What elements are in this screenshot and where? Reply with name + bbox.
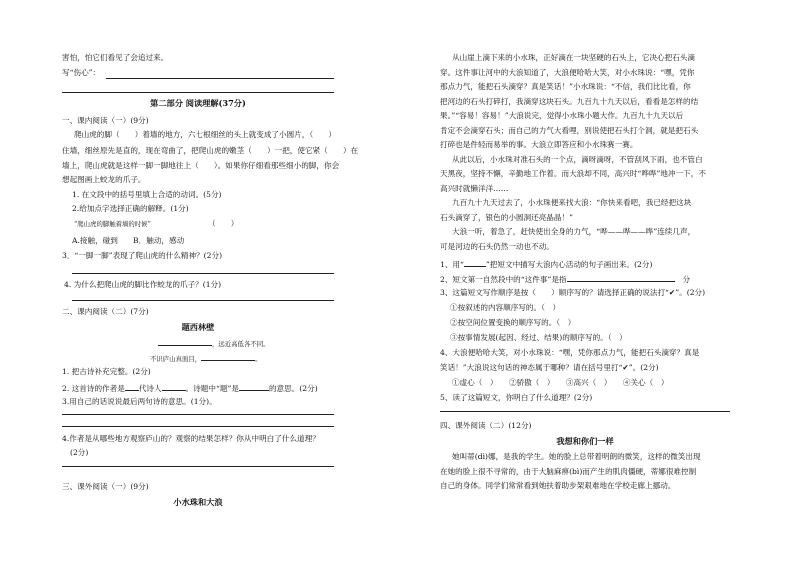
section3-title: 三、课外阅读（一）(9分): [62, 482, 149, 491]
poem-question-3: 3.用自己的话说说最后两句诗的意思。(1分)。: [62, 397, 217, 406]
blank[interactable]: [567, 273, 675, 282]
question-2-options: A.接触，碰到 B．触动，感动: [72, 236, 185, 245]
story-question-2: [440, 273, 690, 285]
answer-line[interactable]: [72, 300, 334, 301]
question-text: 代诗人: [138, 384, 162, 393]
story-line: 石头滴穿了，银色的小圆洞还亮晶晶！”: [440, 213, 573, 222]
poem-title: 题西林壁: [181, 322, 215, 332]
story-line: 把河边的石头打碎打，我滴穿这块石头。九百九十九天以后，看看是怎样的结: [440, 97, 699, 106]
section1-title: 一、课内阅读（一）(9分): [62, 116, 149, 125]
question-text: 1、用“: [440, 260, 464, 269]
question-text: 的意思。(2分): [268, 384, 318, 393]
story2-title: 我想和你们一样: [556, 436, 614, 446]
option-3[interactable]: ③按事情发展(起因、经过、结果)的顺序写的。（ ）: [450, 333, 627, 342]
answer-line[interactable]: [106, 78, 334, 79]
write-sad-label: 写“伤心”：: [62, 68, 101, 77]
option-2[interactable]: ②按空间位置变换的顺序写的。（ ）: [450, 318, 576, 327]
question-text: ”把短文中描写大浪内心活动的句子画出来。(2分): [485, 260, 653, 269]
blank[interactable]: [201, 352, 255, 361]
poem-question-2: [62, 382, 318, 394]
story-line: 天黑夜，坚持不懈，辛勤地工作着。而大浪却不同，高兴时“哗哗”地冲一下，不: [440, 169, 706, 178]
story-question-1: [440, 258, 652, 270]
question-text: 2. 这首诗的作者是: [62, 384, 125, 393]
story2-line: 在她的脸上很不寻常的，由于大脑麻痹(bì)而产生的肌肉僵硬，蒂娜很难控制: [440, 467, 697, 476]
question-1: 1. 在文段中的括号里填上合适的动词。(5分): [72, 190, 222, 199]
option-1[interactable]: ①按叙述的内容顺序写的。（ ）: [450, 303, 561, 312]
story-line: 穿。这件事让河中的大浪知道了，大浪便哈哈大笑，对小水珠说：“嘿，凭你: [440, 68, 695, 77]
poem-question-1: 1. 把古诗补充完整。(2分): [62, 367, 151, 376]
poem-line-1: [158, 337, 270, 349]
attitude-options[interactable]: ①虚心（ ） ②骄傲（ ） ③高兴（ ） ④关心（ ）: [452, 378, 669, 387]
answer-line[interactable]: [62, 426, 334, 427]
part2-title: 第二部分 阅读理解(37分): [150, 98, 246, 108]
story-question-5: 5、读了这篇短文，你明白了什么道理？(2分): [440, 393, 593, 402]
answer-line[interactable]: [440, 411, 730, 412]
poem-question-4-score: (2分): [70, 448, 89, 457]
story-line: 大浪一听，着急了，赶快使出全身的力气，“哗——哗——哗”连续几声，: [452, 227, 696, 236]
question-text: 2、短文第一自然段中的“这件事”是指: [440, 275, 567, 284]
question-text: 。诗题中“题”是: [185, 384, 239, 393]
story-line: 肯定不会滴穿石头；而自己的力气大看哩，别说使把石头打个洞，就是把石头: [440, 126, 699, 135]
question-3: 3．“一脚一脚”表现了爬山虎的什么精神？(2分): [62, 251, 223, 260]
story-question-4: 4、大浪便哈哈大笑，对小水珠说：“嘿，凭你那点力气，能把石头滴穿？真是: [440, 348, 700, 357]
question-2-quote: “爬山虎的脚触着墙的时候”: [74, 220, 151, 228]
question-text: 分: [682, 275, 691, 284]
blank[interactable]: [464, 258, 486, 267]
blank[interactable]: [125, 382, 139, 391]
question-4: 4. 为什么把爬山虎的脚比作蛟龙的爪子？(1分): [64, 280, 222, 289]
story-question-4-cont: 笑话！”大浪说这句话的神态属于哪种？请在括号里打“✔”。(2分): [440, 363, 659, 372]
poem-question-4: 4.作者是从哪些地方观察庐山的？观察的结果怎样？你从中明白了什么道理？: [62, 434, 320, 443]
blank[interactable]: [239, 382, 269, 391]
poem-line-2: 不识庐山真面目， 。: [150, 352, 262, 364]
story-line: 九百九十九天过去了，小水珠便来找大浪：“你快来看吧，我已经把这块: [452, 198, 692, 207]
answer-paren[interactable]: （ ）: [208, 219, 239, 228]
poem-line-1-tail: ，远近高低各不同。: [212, 340, 270, 348]
answer-line[interactable]: [72, 273, 334, 274]
blank[interactable]: [162, 382, 186, 391]
story-line: 可是河边的石头仍然一动也不动。: [440, 242, 554, 251]
story-question-3: 3、这篇短文写作顺序是按（ ）顺序写的？请选择正确的说法打“✔”。(2分): [440, 288, 706, 297]
passage-line: 爬山虎的脚（ ）着墙的地方，六七根细丝的头上就变成了小圆片，（ ）: [74, 130, 336, 139]
blank[interactable]: [158, 337, 212, 346]
story-line: 那点力气，能把石头滴穿？真是笑话！”小水珠说：“不信，我们比比看，你: [440, 82, 691, 91]
story-line: 从此以后，小水珠对准石头的一个点，滴呀滴呀，不管刮风下雨，也不管白: [452, 155, 703, 164]
story2-line: 她叫蒂(dì)娜，是我的学生。她的脸上总带着明朗的微笑，这样的微笑出现: [452, 452, 701, 461]
answer-line[interactable]: [62, 466, 334, 467]
story-line: 高兴时就懒洋洋……: [440, 184, 509, 193]
passage-line: 想起图画上蛟龙的爪子。: [62, 175, 146, 184]
answer-line[interactable]: [62, 92, 334, 93]
story2-line: 自己的身体。同学们常常看到她扶着助步架艰难地在学校走廊上挪动。: [440, 481, 676, 490]
answer-line[interactable]: [62, 414, 334, 415]
section4-title: 四、课外阅读（二）(12分): [440, 421, 532, 430]
poem-line-2-head: 不识庐山真面目，: [150, 355, 202, 363]
story-line: 从山崖上滴下来的小水珠，正好滴在一块坚硬的石头上，它决心把石头滴: [452, 53, 695, 62]
story-title: 小水珠和大浪: [173, 497, 223, 507]
story-line: 打碎也是件轻而易举的事。大浪立即答应和小水珠赛一赛。: [440, 140, 638, 149]
section2-title: 二、课内阅读（二）(7分): [62, 307, 149, 316]
left-top-line-1: 害怕，怕它们看见了会追过来。: [62, 53, 169, 62]
story-line: 果。”“容易！容易！”大浪说完，觉得小水珠小题大作。九百九十九天以后: [440, 111, 684, 120]
passage-line: 住墙，细丝原先是直的，现在弯曲了，把爬山虎的嫩茎（ ）一把，使它紧（ ）在: [62, 146, 359, 155]
passage-line: 墙上，爬山虎就是这样一脚一脚地往上（ ）。如果你仔细看那些细小的脚，你会: [62, 161, 340, 170]
question-2: 2.给加点字选择正确的解释。(1分): [72, 204, 189, 213]
